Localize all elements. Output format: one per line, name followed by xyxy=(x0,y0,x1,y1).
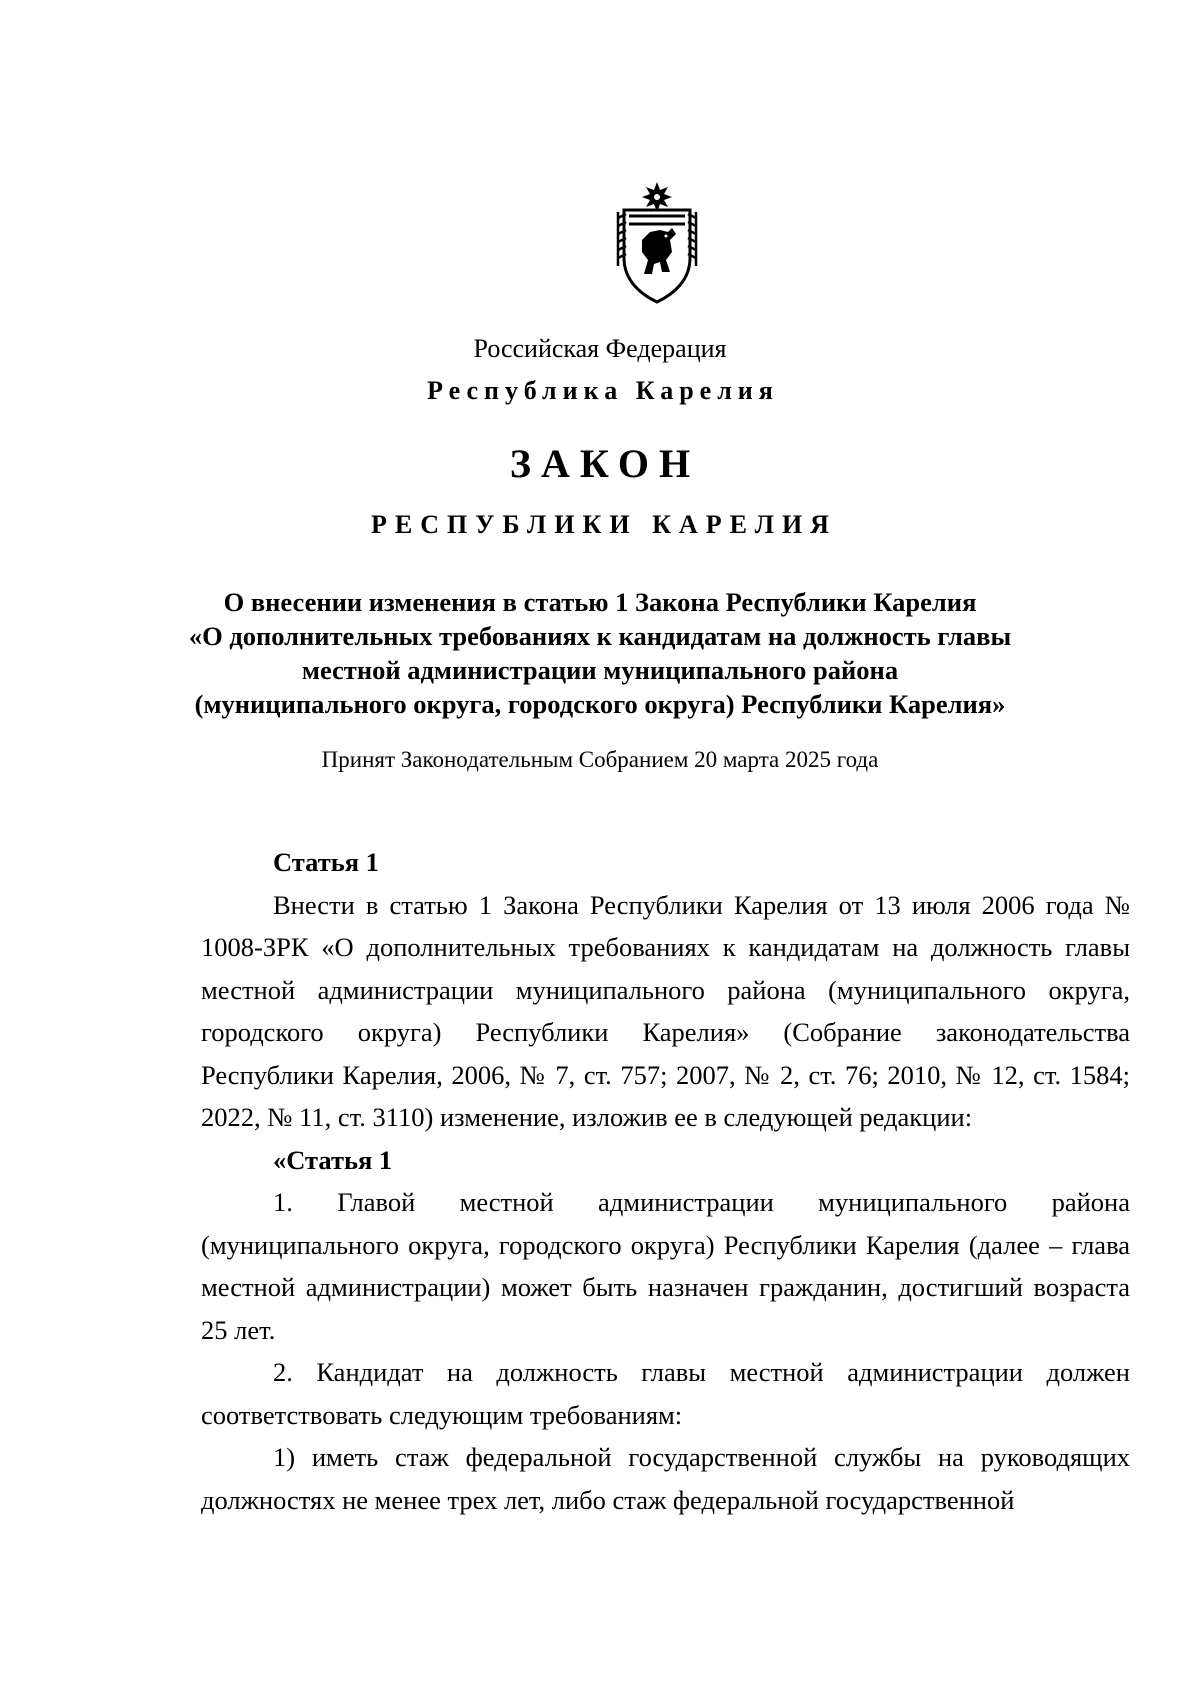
law-body xyxy=(201,841,1130,1521)
article-paragraph-3: 1) иметь стаж федеральной государственной службы на руководящих должностях не менее трех лет, либо стаж федеральной государственной xyxy=(201,1442,1130,1515)
law-title xyxy=(0,585,1200,721)
article-intro-paragraph: Внести в статью 1 Закона Республики Карелия от 13 июля 2006 года № 1008-ЗРК «О дополнительных требованиях к кандидатам на должность главы местной администрации муниципального района (муниципального округа, городского округа) Республики Карелия» (Собрание законодательства Республики Карелия, 2006, № 7, ст. 757; 2007, № 2, ст. 76; 2010, № 12, ст. 1584; 2022, № 11, ст. 3110) изменение, изложив ее в следующей редакции: xyxy=(201,889,1130,1132)
article-heading: Статья 1 xyxy=(273,847,379,877)
law-title-line: «О дополнительных требованиях к кандидатам на должность главы xyxy=(188,621,1012,651)
quoted-article-heading: «Статья 1 xyxy=(273,1144,393,1175)
law-title-line: О внесении изменения в статью 1 Закона Республики Карелия xyxy=(223,587,977,617)
law-title-line: (муниципального округа, городского округа) Республики Карелия» xyxy=(194,689,1006,719)
federation-line: Российская Федерация xyxy=(473,334,727,363)
document-issuer: РЕСПУБЛИКИ КАРЕЛИЯ xyxy=(371,510,837,539)
article-paragraph-2: 2. Кандидат на должность главы местной администрации должен соответствовать следующим требованиям: xyxy=(201,1357,1130,1430)
article-paragraph-1: 1. Главой местной администрации муниципального района (муниципального округа, городского округа) Республики Карелия (далее – глава местной администрации) может быть назначен гражданин, достигший возраста 25 лет. xyxy=(201,1187,1130,1345)
document-type-title: ЗАКОН xyxy=(509,441,701,486)
republic-line: Республика Карелия xyxy=(427,376,779,405)
coat-of-arms-karelia-icon xyxy=(614,180,700,304)
adoption-note: Принят Законодательным Собранием 20 марта 2025 года xyxy=(321,747,879,772)
law-title-line: местной администрации муниципального района xyxy=(301,655,899,685)
